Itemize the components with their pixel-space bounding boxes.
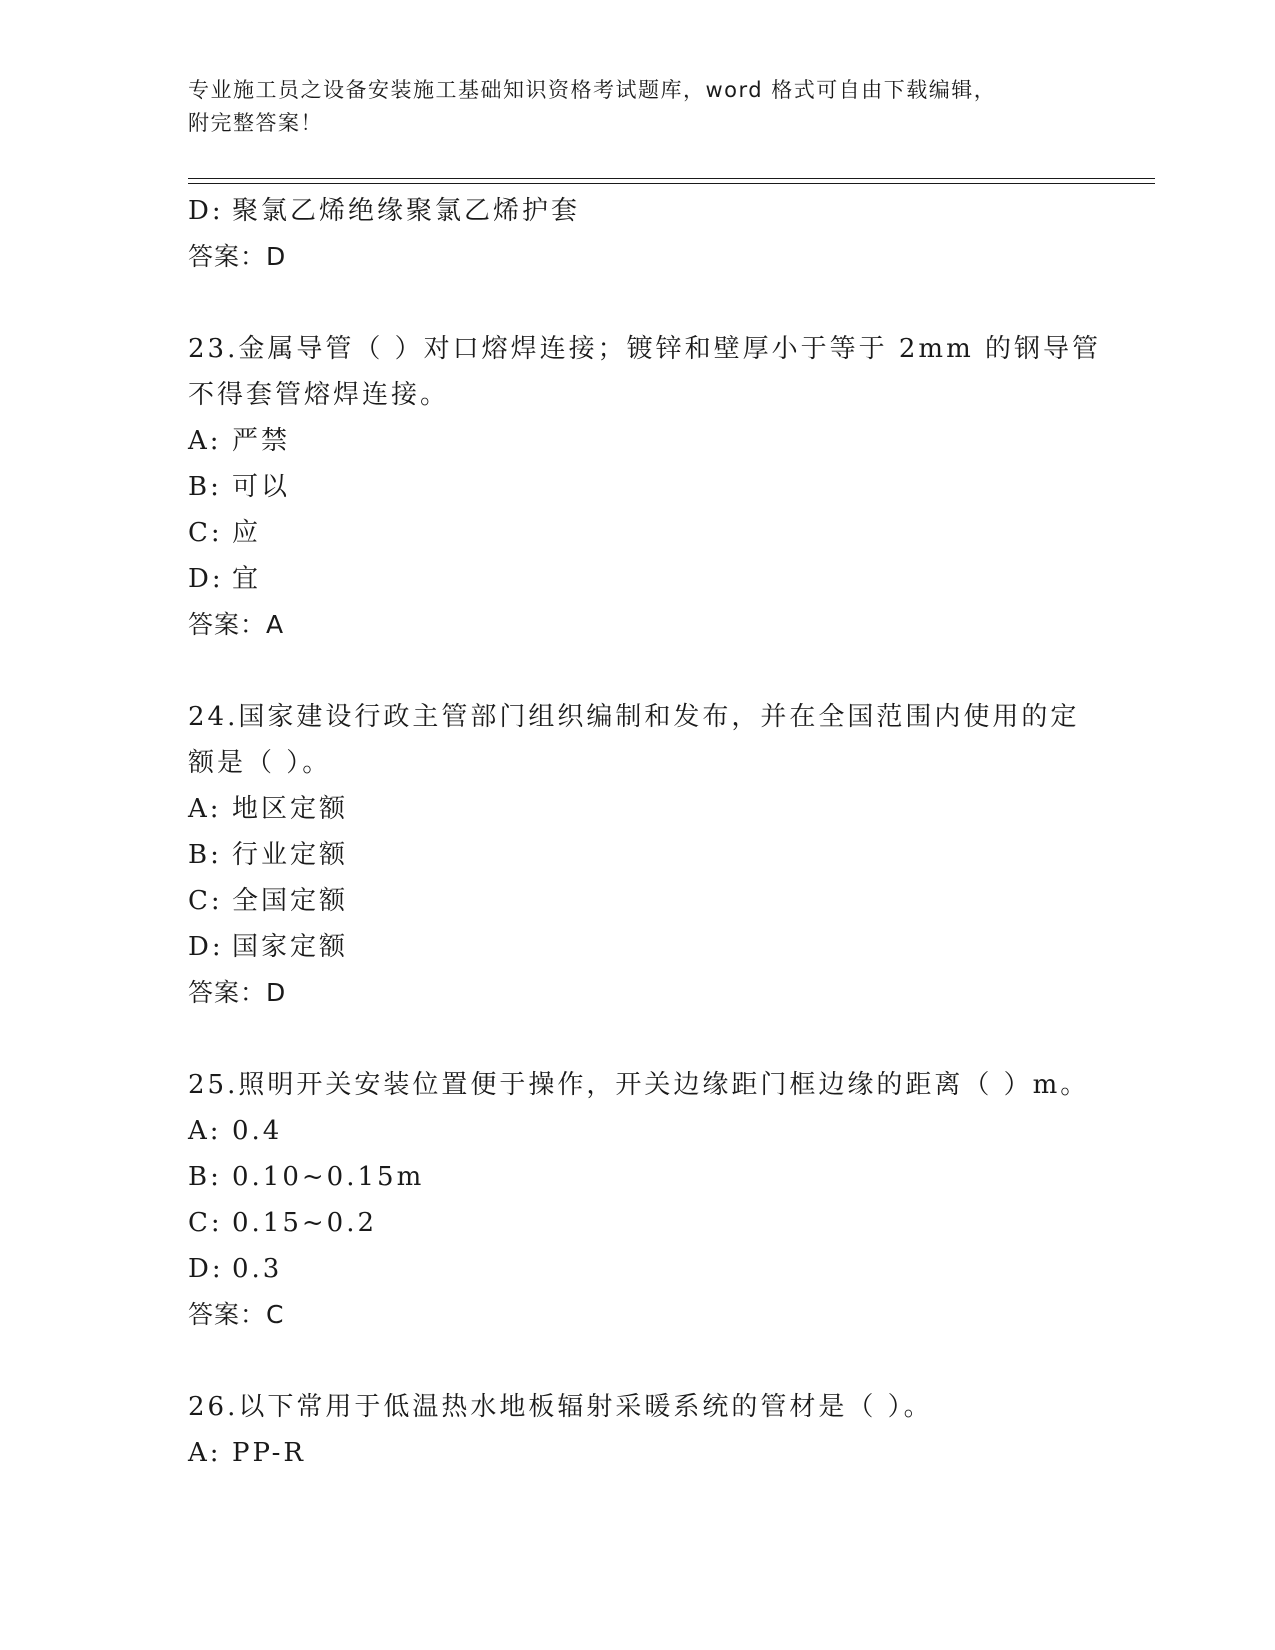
question-25 xyxy=(188,1062,1088,1338)
option-letter: A: xyxy=(188,794,222,824)
option-text: 宜 xyxy=(232,564,262,594)
option-letter: A: xyxy=(188,426,222,456)
question-text-line: 23.金属导管（ ）对口熔焊连接；镀锌和壁厚小于等于 2mm 的钢导管 xyxy=(188,334,1101,364)
question-list xyxy=(188,188,1101,1476)
header-divider-top xyxy=(188,178,1155,179)
question-text-line: 25.照明开关安装位置便于操作，开关边缘距门框边缘的距离（ ）m。 xyxy=(188,1070,1090,1100)
option-letter: B: xyxy=(188,840,222,870)
option-text: PP-R xyxy=(232,1438,306,1468)
option-text: 聚氯乙烯绝缘聚氯乙烯护套 xyxy=(232,196,581,226)
option-letter: A: xyxy=(188,1116,222,1146)
option-text: 0.4 xyxy=(232,1116,283,1146)
answer: 答案：A xyxy=(188,610,285,639)
question-23 xyxy=(188,326,1101,648)
option-letter: C: xyxy=(188,1208,223,1238)
option-d xyxy=(188,924,1088,970)
option-letter: D: xyxy=(188,196,224,226)
option-letter: C: xyxy=(188,886,223,916)
option-letter: D: xyxy=(188,564,224,594)
option-c xyxy=(188,1200,1088,1246)
header-line-2: 附完整答案！ xyxy=(188,111,323,135)
option-letter: A: xyxy=(188,1438,222,1468)
option-letter: D: xyxy=(188,932,224,962)
option-b xyxy=(188,1154,1088,1200)
question-24 xyxy=(188,694,1088,1016)
option-d-previous xyxy=(188,188,1088,234)
option-text: 地区定额 xyxy=(232,794,349,824)
header-divider-bottom xyxy=(188,183,1155,184)
option-text: 0.15~0.2 xyxy=(232,1208,378,1238)
option-text: 全国定额 xyxy=(232,886,349,916)
option-d xyxy=(188,556,1088,602)
option-c xyxy=(188,510,1088,556)
question-text-line: 额是（ ）。 xyxy=(188,748,332,778)
document-header xyxy=(188,74,1088,140)
option-text: 行业定额 xyxy=(232,840,349,870)
option-c xyxy=(188,878,1088,924)
option-text: 应 xyxy=(232,518,262,548)
answer: 答案：C xyxy=(188,1300,285,1329)
option-a xyxy=(188,1108,1088,1154)
option-text: 国家定额 xyxy=(232,932,349,962)
option-text: 0.10~0.15m xyxy=(232,1162,425,1192)
option-text: 严禁 xyxy=(232,426,291,456)
option-text: 0.3 xyxy=(232,1254,283,1284)
header-line-1: 专业施工员之设备安装施工基础知识资格考试题库，word 格式可自由下载编辑， xyxy=(188,78,997,102)
option-b xyxy=(188,832,1088,878)
question-text-line: 26.以下常用于低温热水地板辐射采暖系统的管材是（ ）。 xyxy=(188,1392,933,1422)
option-a xyxy=(188,786,1088,832)
option-letter: B: xyxy=(188,472,222,502)
option-letter: D: xyxy=(188,1254,224,1284)
option-letter: B: xyxy=(188,1162,222,1192)
question-26 xyxy=(188,1384,1088,1476)
question-text-line: 不得套管熔焊连接。 xyxy=(188,380,450,410)
question-text-line: 24.国家建设行政主管部门组织编制和发布，并在全国范围内使用的定 xyxy=(188,702,1080,732)
option-text: 可以 xyxy=(232,472,291,502)
option-a xyxy=(188,1430,1088,1476)
option-d xyxy=(188,1246,1088,1292)
answer: 答案：D xyxy=(188,978,287,1007)
option-a xyxy=(188,418,1088,464)
option-b xyxy=(188,464,1088,510)
option-letter: C: xyxy=(188,518,223,548)
answer-previous: 答案：D xyxy=(188,242,287,271)
